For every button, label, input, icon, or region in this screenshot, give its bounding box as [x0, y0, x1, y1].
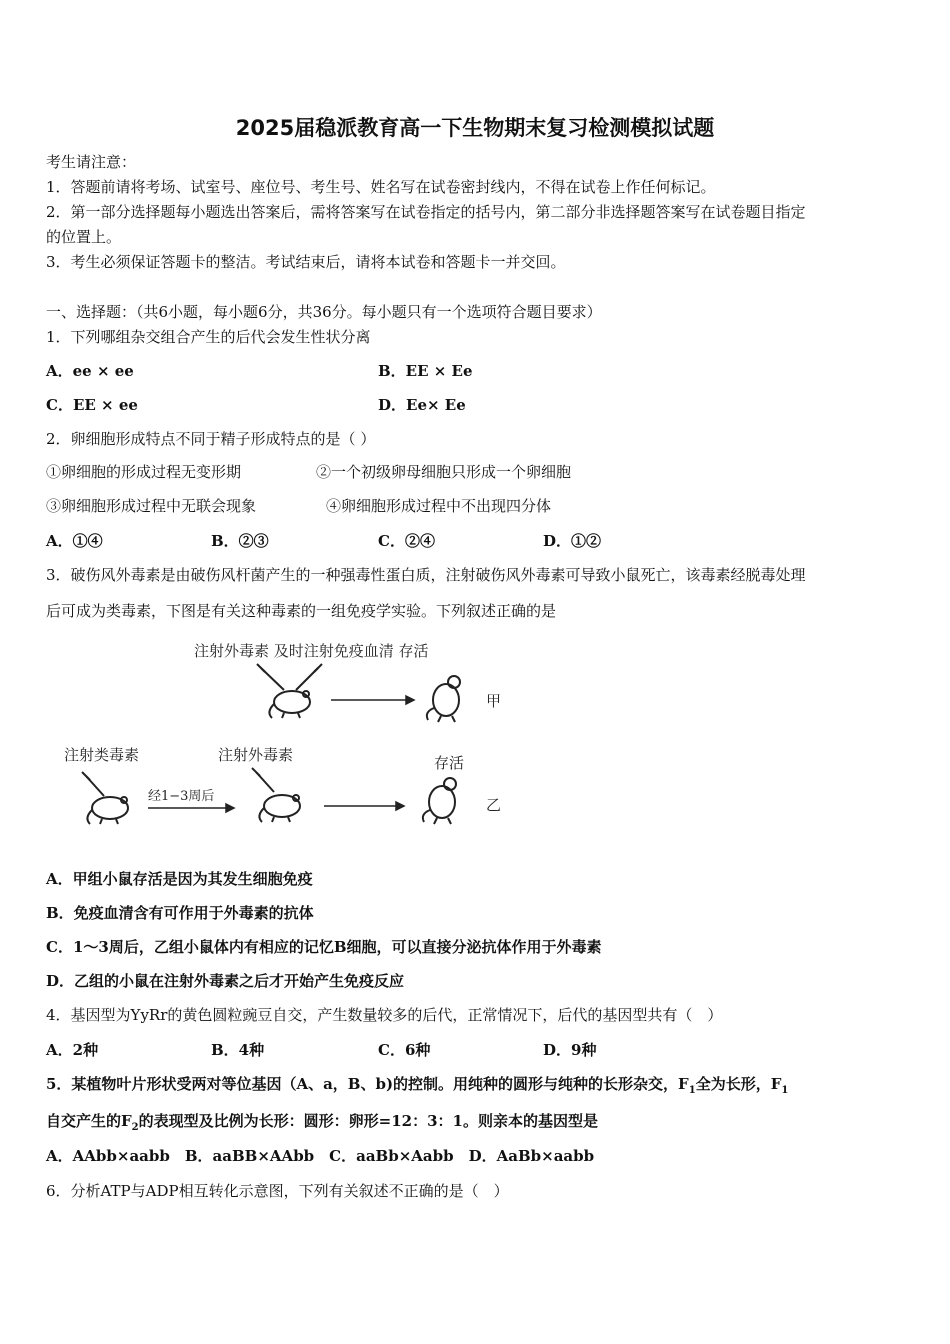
q1-option-c: C．EE × ee: [46, 396, 138, 414]
q5-stem-part: 5．某植物叶片形状受两对等位基因（A、a，B、b)的控制。用纯种的圆形与纯种的长形杂交，F: [46, 1075, 689, 1093]
q1-option-d: D．Ee× Ee: [378, 396, 466, 414]
q2-stem: 2．卵细胞形成特点不同于精子形成特点的是（ ）: [46, 430, 376, 448]
q2-statement-1: ①卵细胞的形成过程无变形期: [46, 463, 242, 481]
q2-option-c: C．②④: [378, 532, 435, 550]
page-title: 2025届稳派教育高一下生物期末复习检测模拟试题: [235, 116, 715, 140]
q3-option-a: A．甲组小鼠存活是因为其发生细胞免疫: [46, 870, 313, 888]
mouse-icon: [259, 795, 300, 822]
q4-option-b: B．4种: [211, 1041, 265, 1059]
q5-stem-part: 全为长形，F: [695, 1075, 782, 1093]
q2-option-b: B．②③: [211, 532, 269, 550]
q1-stem: 1．下列哪组杂交组合产生的后代会发生性状分离: [46, 328, 371, 346]
q5-stem-part: 的表现型及比例为长形：圆形：卵形=12：3：1。则亲本的基因型是: [138, 1112, 598, 1130]
fig-row1-result: 甲: [486, 692, 502, 710]
q5-subscript: 1: [781, 1085, 789, 1096]
fig-row2-result: 乙: [486, 796, 502, 814]
q2-statement-2: ②一个初级卵母细胞只形成一个卵细胞: [316, 463, 572, 481]
q4-option-d: D．9种: [543, 1041, 597, 1059]
fig-row2-label-b: 注射外毒素: [218, 746, 294, 764]
surviving-mouse-icon: [423, 778, 456, 824]
q4-stem: 4．基因型为YyRr的黄色圆粒豌豆自交，产生数量较多的后代，正常情况下，后代的基因型共有（ ）: [46, 1006, 723, 1024]
q6-stem: 6．分析ATP与ADP相互转化示意图，下列有关叙述不正确的是（ ）: [46, 1182, 509, 1200]
q3-stem-line-2: 后可成为类毒素，下图是有关这种毒素的一组免疫学实验。下列叙述正确的是: [46, 602, 557, 620]
notice-item-2-cont: 的位置上。: [46, 228, 122, 246]
notice-item-2: 2．第一部分选择题每小题选出答案后，需将答案写在试卷指定的括号内，第二部分非选择题答案写在试卷题目指定: [46, 203, 806, 221]
notice-item-1: 1．答题前请将考场、试室号、座位号、考生号、姓名写在试卷密封线内，不得在试卷上作任何标记。: [46, 178, 716, 196]
fig-row2-survive: 存活: [434, 754, 465, 772]
q1-option-a: A．ee × ee: [46, 362, 134, 380]
notice-heading: 考生请注意：: [46, 153, 137, 171]
q3-option-b: B．免疫血清含有可作用于外毒素的抗体: [46, 904, 314, 922]
fig-row1-label: 注射外毒素 及时注射免疫血清 存活: [194, 642, 429, 660]
syringe-icon: [252, 768, 274, 792]
q4-option-c: C．6种: [378, 1041, 431, 1059]
section-heading: 一、选择题：（共6小题，每小题6分，共36分。每小题只有一个选项符合题目要求）: [46, 303, 602, 321]
syringe-icon: [296, 664, 322, 690]
q2-option-d: D．①②: [543, 532, 602, 550]
q3-option-d: D．乙组的小鼠在注射外毒素之后才开始产生免疫反应: [46, 972, 405, 990]
q2-statement-4: ④卵细胞形成过程中不出现四分体: [326, 497, 552, 515]
q5-stem-line-1: [46, 1074, 788, 1101]
mouse-icon: [87, 797, 128, 824]
q1-option-b: B．EE × Ee: [378, 362, 473, 380]
fig-row2-arrow-label: 经1−3周后: [148, 789, 215, 804]
notice-item-3: 3．考生必须保证答题卡的整洁。考试结束后，请将本试卷和答题卡一并交回。: [46, 253, 566, 271]
syringe-icon: [82, 772, 104, 796]
q3-stem-line-1: 3．破伤风外毒素是由破伤风杆菌产生的一种强毒性蛋白质，注射破伤风外毒素可导致小鼠死亡，该毒素经脱毒处理: [46, 566, 806, 584]
immunology-experiment-figure: [56, 630, 516, 840]
q4-option-a: A．2种: [46, 1041, 99, 1059]
surviving-mouse-icon: [427, 676, 460, 722]
syringe-icon: [257, 664, 284, 690]
q5-subscript: 2: [131, 1122, 139, 1133]
q3-option-c: C．1～3周后，乙组小鼠体内有相应的记忆B细胞，可以直接分泌抗体作用于外毒素: [46, 938, 602, 956]
q2-statement-3: ③卵细胞形成过程中无联会现象: [46, 497, 257, 515]
arrow-icon: [331, 696, 414, 704]
q5-stem-part: 自交产生的F: [46, 1112, 132, 1130]
q5-subscript: 1: [688, 1085, 696, 1096]
q5-stem-line-2: [46, 1111, 598, 1138]
arrow-icon: [324, 802, 404, 810]
arrow-icon: [148, 804, 234, 812]
mouse-icon: [269, 691, 310, 718]
q2-option-a: A．①④: [46, 532, 103, 550]
q5-options: A．AAbb×aabb B．aaBB×AAbb C．aaBb×Aabb D．AaBb×aabb: [46, 1147, 595, 1165]
fig-row2-label-a: 注射类毒素: [64, 746, 140, 764]
